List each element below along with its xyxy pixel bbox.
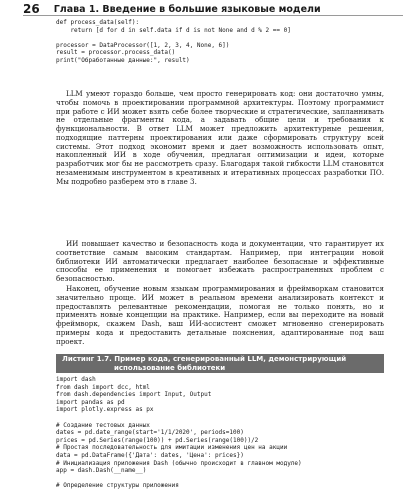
running-header: [23, 2, 403, 16]
code-line: dates = pd.date_range(start='1/1/2020', periods=100): [56, 429, 244, 437]
listing-caption-line: Листинг 1.7. Пример кода, сгенерированный LLM, демонстрирующий: [62, 355, 347, 363]
chapter-title: Глава 1. Введение в большие языковые модели: [53, 4, 321, 15]
code-line: # Инициализация приложения Dash (обычно происходит в главном модуле): [56, 459, 302, 467]
code-line: result = processor.process_data(): [56, 49, 176, 57]
code-line: app = dash.Dash(__name__): [56, 467, 147, 475]
code-line: [56, 34, 291, 42]
code-line: [56, 414, 302, 422]
code-line: # Определение структуры приложения: [56, 482, 179, 490]
code-line: # Создание тестовых данных: [56, 421, 150, 429]
code-line: print("Обработанные данные:", result): [56, 56, 190, 64]
listing-caption: [56, 354, 384, 373]
page-number: 26: [23, 2, 40, 16]
body-paragraph: LLM умеют гораздо больше, чем просто генерировать код: они достаточно умны, чтобы помочь в проектировании программной архитектуры. Поэтому программист при работе с ИИ может взять себе более творческие и стратегические, запланнивать не отдельные фрагменты кода, а задавать общие цели и требования к функциональности. В ответ LLM может предложить архитектурные решения, подходящие паттерны проектирования или даже сформировать структуру всей системы. Этот подход экономит время и дает возможность использовать опыт, накопленный ИИ в ходе обучения, предлагая оптимизации и идеи, которые разработчик мог бы не рассмотреть сразу. Благодаря такой гибкости LLM становятся незаменимым инструментом в креативных и итеративных процессах разработки ПО. Мы подробно разберем это в главе 3.: [56, 89, 384, 186]
code-line: import plotly.express as px: [56, 406, 154, 414]
body-paragraph: Наконец, обучение новым языкам программирования и фреймворкам становится значительно проще. ИИ может в реальном времени анализировать контекст и предоставлять релевантные рекомендации, помогая не только понять, но и применять новые концепции на практике. Например, если вы переходите на новый фреймворк, скажем Dash, ваш ИИ-ассистент сможет мгновенно сгенерировать примеры кода и предоставить детальные пояснения, адаптированные под ваш проект.: [56, 284, 384, 346]
code-line: import pandas as pd: [56, 398, 125, 406]
code-line: return [d for d in self.data if d is not None and d % 2 == 0]: [56, 26, 291, 34]
body-paragraph: ИИ повышает качество и безопасность кода и документации, что гарантирует их соответствие самым высоким стандартам. Например, при интеграции новой библиотеки ИИ автоматически предлагает наиболее безопасные и эффективные способы ее применения и помогает избежать распространенных проблем с безопасностью.: [56, 239, 384, 283]
code-line: def process_data(self):: [56, 19, 140, 26]
code-block-listing: [56, 376, 302, 490]
code-line: from dash.dependencies import Input, Output: [56, 391, 212, 399]
code-line: data = pd.DataFrame({'Дата': dates, 'Цена': prices}): [56, 451, 244, 459]
code-line: import dash: [56, 376, 96, 383]
code-line: prices = pd.Series(range(100)) + pd.Series(range(100))/2: [56, 436, 259, 444]
code-block-top: [56, 19, 291, 65]
code-line: processor = DataProcessor([1, 2, 3, 4, None, 6]): [56, 41, 230, 49]
code-line: [56, 475, 302, 483]
code-line: # Простая последовательность для имитации изменения цен на акции: [56, 444, 288, 452]
listing-caption-line: использование библиотеки: [114, 363, 226, 372]
code-line: from dash import dcc, html: [56, 383, 150, 391]
